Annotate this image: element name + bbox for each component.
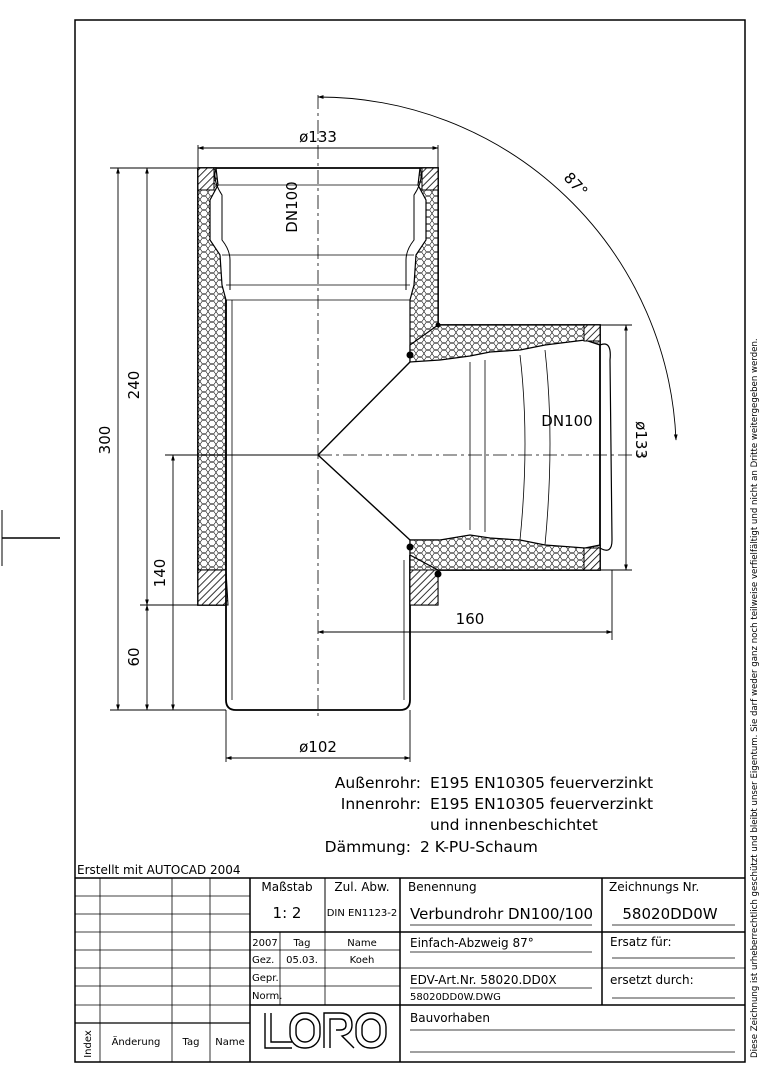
replaced-by-label: ersetzt durch: [610, 973, 694, 987]
outer-pipe-value: E195 EN10305 feuerverzinkt [430, 774, 654, 792]
loro-logo [265, 1013, 386, 1048]
tolerance-value: DIN EN1123-2 [326, 908, 398, 919]
project-label: Bauvorhaben [410, 1011, 490, 1025]
gepr-label: Gepr. [252, 973, 279, 984]
dim-upper-height: 240 [125, 370, 143, 400]
norm-label: Norm. [252, 991, 283, 1002]
label-branch-dn: DN100 [541, 412, 593, 430]
day-label: Tag [293, 938, 311, 949]
insulation-value: 2 K-PU-Schaum [420, 838, 538, 856]
inner-pipe-value-2: und innenbeschichtet [430, 816, 598, 834]
label-main-dn: DN100 [283, 181, 301, 233]
year: 2007 [252, 938, 278, 949]
replacement-for-label: Ersatz für: [610, 935, 672, 949]
dim-angle: 87° [560, 168, 592, 201]
inner-pipe-value: E195 EN10305 feuerverzinkt [430, 795, 654, 813]
name-label: Benennung [408, 880, 477, 894]
material-notes [325, 774, 653, 856]
gez-label: Gez. [252, 955, 275, 966]
edv-number: EDV-Art.Nr. 58020.DD0X [410, 973, 557, 987]
outer-pipe-label: Außenrohr: [334, 774, 421, 792]
dim-bottom-diameter: ø102 [299, 738, 337, 756]
name-label-2: Name [215, 1037, 245, 1048]
inner-pipe-label: Innenrohr: [340, 795, 421, 813]
dim-top-diameter: ø133 [299, 128, 337, 146]
description: Einfach-Abzweig 87° [410, 936, 534, 950]
insulation-label: Dämmung: [324, 838, 411, 856]
gez-name: Koeh [349, 955, 375, 966]
scale-value: 1: 2 [272, 904, 302, 922]
dim-socket-height: 60 [125, 647, 143, 667]
dim-branch-height: 140 [151, 558, 169, 588]
tag-label: Tag [182, 1037, 200, 1048]
scale-label: Maßstab [261, 880, 313, 894]
name-column-label: Name [347, 938, 377, 949]
dim-side-diameter: ø133 [632, 421, 650, 459]
index-label: Index [83, 1030, 94, 1058]
dim-total-height: 300 [96, 425, 114, 455]
tolerance-label: Zul. Abw. [334, 880, 390, 894]
pipe-branch [318, 323, 612, 578]
change-label: Änderung [111, 1037, 161, 1048]
drawing-no-label: Zeichnungs Nr. [609, 880, 700, 894]
dim-branch-length: 160 [455, 610, 485, 628]
created-with: Erstellt mit AUTOCAD 2004 [77, 863, 241, 877]
drawing-no-value: 58020DD0W [622, 905, 718, 923]
copyright-note: Diese Zeichnung ist urheberrechtlich geschützt und bleibt unser Eigentum. Sie darf weder ganz noch teilweise verfielfältigt und nicht an Dritte weitergegeben werden. [750, 338, 760, 1058]
gez-date: 05.03. [286, 955, 318, 966]
file-name: 58020DD0W.DWG [410, 992, 501, 1003]
name-value: Verbundrohr DN100/100 [410, 905, 594, 923]
